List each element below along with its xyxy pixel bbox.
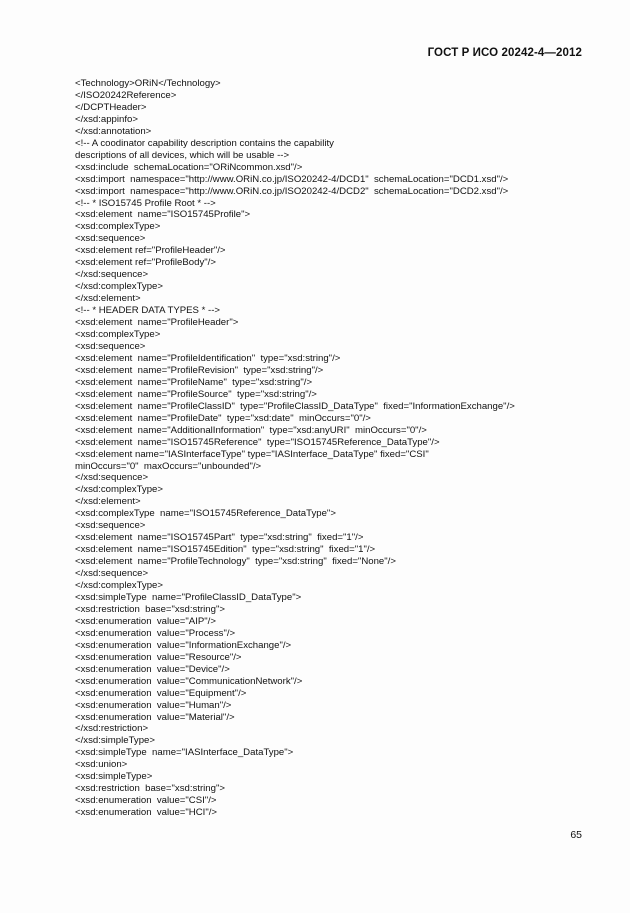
code-line: <!-- * HEADER DATA TYPES * --> — [75, 305, 221, 317]
standard-header: ГОСТ Р ИСО 20242-4—2012 — [427, 47, 582, 59]
code-line: </xsd:element> — [75, 293, 141, 305]
code-line: </xsd:sequence> — [75, 568, 149, 580]
code-line: <xsd:element ref="ProfileBody"/> — [75, 257, 216, 269]
code-line: <xsd:enumeration value="Process"/> — [75, 627, 236, 639]
code-line: <xsd:element name="ProfileDate" type="xsd:date" minOccurs="0"/> — [75, 412, 371, 424]
code-line: <xsd:complexType> — [75, 221, 161, 233]
code-line: <xsd:element name="ProfileHeader"> — [75, 317, 239, 329]
code-line: <xsd:element name="ProfileIdentification" type="xsd:string"/> — [75, 352, 341, 364]
code-line: </xsd:restriction> — [75, 723, 149, 735]
code-line: <xsd:element name="ProfileRevision" type="xsd:string"/> — [75, 364, 324, 376]
code-line: </xsd:element> — [75, 496, 141, 508]
code-line: <xsd:simpleType name="ProfileClassID_DataType"> — [75, 591, 302, 603]
code-line: <xsd:element name="AdditionalInformation" type="xsd:anyURI" minOccurs="0"/> — [75, 424, 427, 436]
code-line: <xsd:element name="ProfileClassID" type="ProfileClassID_DataType" fixed="InformationExchange"/> — [75, 400, 515, 412]
code-line: <xsd:complexType> — [75, 329, 161, 341]
code-line: <xsd:element name="ISO15745Edition" type="xsd:string" fixed="1"/> — [75, 544, 376, 556]
code-line: </xsd:appinfo> — [75, 113, 138, 125]
code-line: <xsd:element name="ISO15745Reference" type="ISO15745Reference_DataType"/> — [75, 436, 440, 448]
code-line: </xsd:simpleType> — [75, 735, 155, 747]
code-line: <xsd:enumeration value="Resource"/> — [75, 651, 242, 663]
code-line: <xsd:complexType name="ISO15745Reference_DataType"> — [75, 508, 336, 520]
code-line: <xsd:restriction base="xsd:string"> — [75, 603, 225, 615]
code-line: <xsd:sequence> — [75, 520, 146, 532]
code-line: <xsd:simpleType> — [75, 771, 153, 783]
code-line: minOccurs="0" maxOccurs="unbounded"/> — [75, 460, 262, 472]
code-line: <xsd:simpleType name="IASInterface_DataType"> — [75, 747, 294, 759]
code-line: <xsd:element ref="ProfileHeader"/> — [75, 245, 226, 257]
code-line: <xsd:enumeration value="Device"/> — [75, 663, 230, 675]
code-line: </xsd:annotation> — [75, 125, 152, 137]
code-line: <xsd:enumeration value="CSI"/> — [75, 795, 217, 807]
code-line: </xsd:complexType> — [75, 580, 163, 592]
code-line: <xsd:import namespace="http://www.ORiN.co.jp/ISO20242-4/DCD2" schemaLocation="DCD2.xsd"/> — [75, 185, 509, 197]
code-line: <xsd:element name="ISO15745Part" type="xsd:string" fixed="1"/> — [75, 532, 364, 544]
code-line: <xsd:element name="ProfileSource" type="xsd:string"/> — [75, 388, 317, 400]
code-line: </DCPTHeader> — [75, 101, 147, 113]
code-line: <!-- A coodinator capability description contains the capability — [75, 137, 334, 149]
code-line: <xsd:union> — [75, 759, 128, 771]
code-line: <xsd:element name="IASInterfaceType" type="IASInterface_DataType" fixed="CSI" — [75, 448, 429, 460]
code-line: <xsd:enumeration value="InformationExchange"/> — [75, 639, 292, 651]
code-line: </xsd:sequence> — [75, 472, 149, 484]
code-line: <xsd:enumeration value="CommunicationNetwork"/> — [75, 675, 303, 687]
code-line: <Technology>ORiN</Technology> — [75, 78, 221, 89]
code-line: <xsd:enumeration value="Material"/> — [75, 711, 235, 723]
page-number: 65 — [570, 829, 582, 841]
code-line: descriptions of all devices, which will be usable --> — [75, 149, 290, 161]
code-line: <xsd:enumeration value="AIP"/> — [75, 615, 216, 627]
code-line: </xsd:sequence> — [75, 269, 149, 281]
code-line: <!-- * ISO15745 Profile Root * --> — [75, 197, 216, 209]
code-line: </ISO20242Reference> — [75, 89, 177, 101]
code-line: </xsd:complexType> — [75, 484, 163, 496]
xsd-code-listing — [75, 78, 595, 819]
code-line: <xsd:sequence> — [75, 233, 146, 245]
code-line: <xsd:enumeration value="Human"/> — [75, 699, 232, 711]
code-line: <xsd:element name="ProfileTechnology" type="xsd:string" fixed="None"/> — [75, 556, 396, 568]
code-line: <xsd:include schemaLocation="ORiNcommon.xsd"/> — [75, 161, 303, 173]
code-line: <xsd:enumeration value="HCI"/> — [75, 807, 217, 819]
code-line: <xsd:element name="ISO15745Profile"> — [75, 209, 251, 221]
code-line: <xsd:sequence> — [75, 340, 146, 352]
code-line: <xsd:element name="ProfileName" type="xsd:string"/> — [75, 376, 313, 388]
code-line: </xsd:complexType> — [75, 281, 163, 293]
code-line: <xsd:restriction base="xsd:string"> — [75, 783, 225, 795]
code-line: <xsd:enumeration value="Equipment"/> — [75, 687, 247, 699]
code-line: <xsd:import namespace="http://www.ORiN.co.jp/ISO20242-4/DCD1" schemaLocation="DCD1.xsd"/> — [75, 173, 509, 185]
